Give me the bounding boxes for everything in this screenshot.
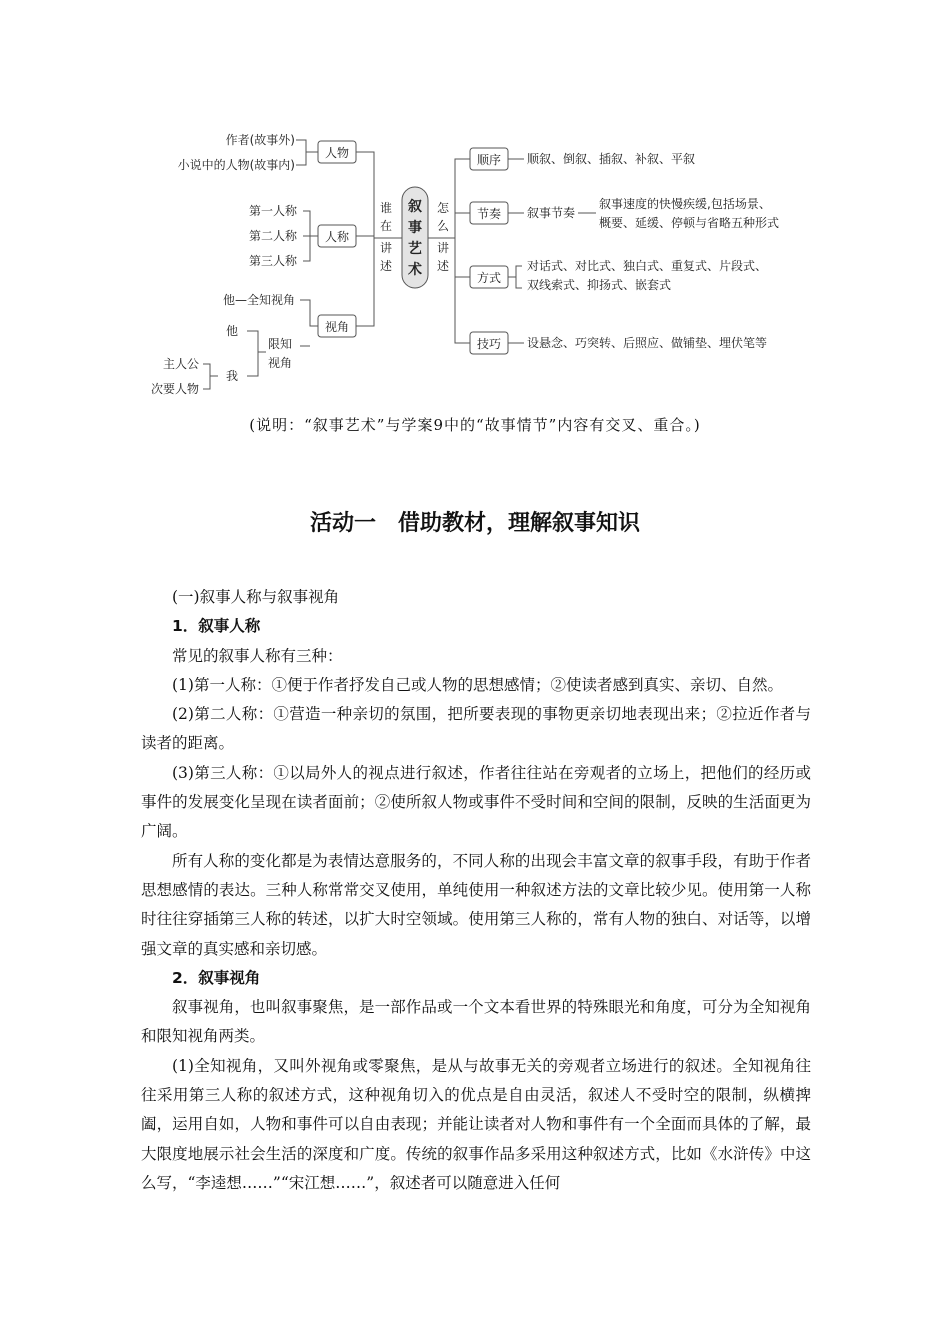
shunxu-text: 顺叙、倒叙、插叙、补叙、平叙 (527, 152, 696, 166)
activity-title (0, 506, 950, 537)
jiezou-text-2: 概要、延缓、停顿与省略五种形式 (599, 216, 780, 230)
activity-title-number: 活动一 (309, 511, 376, 536)
main-content (141, 583, 811, 1198)
subheading-perspective: 2．叙事视角 (172, 968, 261, 987)
left-vertical-4: 述 (379, 259, 393, 273)
center-char-3: 艺 (408, 241, 422, 257)
subheading-person: 1．叙事人称 (172, 617, 261, 636)
right-vertical-4: 述 (436, 259, 450, 273)
box-shunxu-label: 顺序 (476, 153, 502, 167)
paragraph: (1)第一人称：①便于作者抒发自己或人物的思想感情；②使读者感到真实、亲切、自然。 (172, 675, 783, 694)
jiqiao-text: 设悬念、巧突转、后照应、做铺垫、埋伏笔等 (527, 336, 768, 350)
renwu-item-1: 作者(故事外) (225, 133, 295, 147)
narrative-art-mind-map (0, 0, 950, 410)
rencheng-item-2: 第二人称 (248, 229, 297, 243)
quanzhi-label: 他—全知视角 (222, 293, 295, 307)
paragraph: (2)第二人称：①营造一种亲切的氛围，把所要表现的事物更亲切地表现出来；②拉近作者与读者的距离。 (141, 705, 811, 753)
paragraph: 所有人称的变化都是为表情达意服务的，不同人称的出现会丰富文章的叙事手段，有助于作者思想感情的表达。三种人称常常交叉使用，单纯使用一种叙述方法的文章比较少见。使用第一人称时往往穿插第三人称的转述，以扩大时空领域。使用第三人称的，常有人物的独白、对话等，以增强文章的真实感和亲切感。 (141, 851, 811, 958)
jiezou-sub: 叙事节奏 (527, 206, 576, 220)
center-char-2: 事 (408, 220, 422, 236)
section-heading: (一)叙事人称与叙事视角 (172, 588, 340, 606)
box-rencheng-label: 人称 (324, 230, 350, 244)
wo-item-2: 次要人物 (150, 382, 199, 396)
paragraph: 常见的叙事人称有三种： (172, 646, 343, 665)
fangshi-text-1: 对话式、对比式、独白式、重复式、片段式、 (527, 259, 768, 273)
activity-title-text: 借助教材，理解叙事知识 (398, 511, 641, 536)
box-jiqiao-label: 技巧 (476, 337, 502, 351)
left-vertical-3: 讲 (379, 241, 393, 255)
right-vertical-1: 怎 (436, 201, 450, 215)
box-jiezou-label: 节奏 (476, 207, 502, 221)
right-vertical-3: 讲 (436, 241, 450, 255)
xianzhi-label-1: 限知 (267, 337, 293, 351)
right-vertical-2: 么 (436, 219, 450, 233)
paragraph: (1)全知视角，又叫外视角或零聚焦，是从与故事无关的旁观者立场进行的叙述。全知视角往往采用第三人称的叙述方式，这种视角切入的优点是自由灵活，叙述人不受时空的限制，纵横捭阖，运用自如，人物和事件可以自由表现；并能让读者对人物和事件有一个全面而具体的了解，最大限度地展示社会生活的深度和广度。传统的叙事作品多采用这种叙述方式，比如《水浒传》中这么写，“李逵想……”“宋江想……”，叙述者可以随意进入任何 (141, 1056, 811, 1192)
ta-label: 他 (225, 324, 238, 338)
wo-item-1: 主人公 (162, 357, 199, 371)
fangshi-text-2: 双线索式、抑扬式、嵌套式 (527, 278, 672, 292)
center-char-4: 术 (408, 262, 422, 278)
rencheng-item-1: 第一人称 (248, 204, 297, 218)
left-vertical-1: 谁 (379, 201, 393, 215)
renwu-item-2: 小说中的人物(故事内) (177, 158, 295, 172)
paragraph: 叙事视角，也叫叙事聚焦，是一部作品或一个文本看世界的特殊眼光和角度，可分为全知视角和限知视角两类。 (141, 998, 811, 1046)
center-char-1: 叙 (408, 199, 422, 215)
xianzhi-label-2: 视角 (267, 356, 293, 370)
box-renwu-label: 人物 (324, 146, 350, 160)
box-shijiao-label: 视角 (324, 320, 350, 334)
rencheng-item-3: 第三人称 (248, 254, 297, 268)
jiezou-text-1: 叙事速度的快慢疾缓,包括场景、 (599, 197, 771, 211)
wo-label: 我 (225, 369, 238, 383)
diagram-note: (说明：“叙事艺术”与学案9中的“故事情节”内容有交叉、重合。) (249, 416, 701, 434)
paragraph: (3)第三人称：①以局外人的视点进行叙述，作者往往站在旁观者的立场上，把他们的经历或事件的发展变化呈现在读者面前；②使所叙人物或事件不受时间和空间的限制，反映的生活面更为广阔。 (141, 763, 811, 841)
left-vertical-2: 在 (379, 219, 393, 233)
box-fangshi-label: 方式 (476, 271, 502, 285)
